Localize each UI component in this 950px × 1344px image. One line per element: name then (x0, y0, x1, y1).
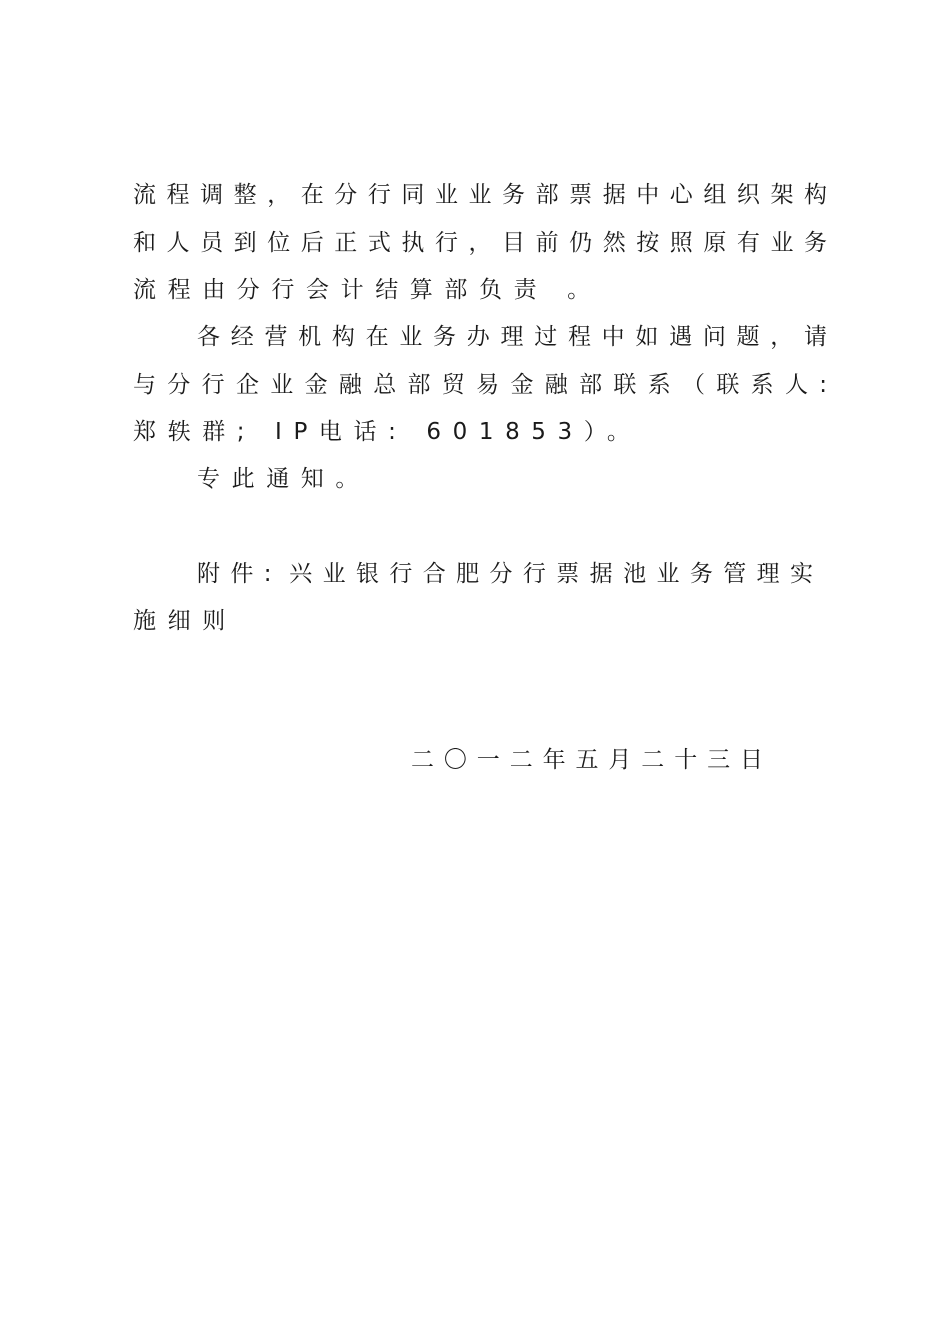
attachment-line-2: 施细则 (133, 608, 237, 634)
paragraph-1-line-2: 和人员到位后正式执行，目前仍然按照原有业务 (133, 230, 827, 256)
paragraph-1-line-3: 流程由分行会计结算部负责 。 (133, 277, 602, 303)
paragraph-2-line-1: 各经营机构在业务办理过程中如遇问题，请 (197, 324, 827, 350)
closing-text: 专此通知。 (197, 466, 370, 492)
document-date: 二〇一二年五月二十三日 (411, 747, 763, 773)
paragraph-2-line-3: 郑轶群; IP电话: 601853）。 (133, 419, 642, 445)
attachment-line-1: 附件: 兴业银行合肥分行票据池业务管理实 (197, 561, 813, 587)
paragraph-1-line-1: 流程调整，在分行同业业务部票据中心组织架构 (133, 182, 827, 208)
paragraph-2-line-2: 与分行企业金融总部贸易金融部联系（联系人: (133, 372, 827, 398)
